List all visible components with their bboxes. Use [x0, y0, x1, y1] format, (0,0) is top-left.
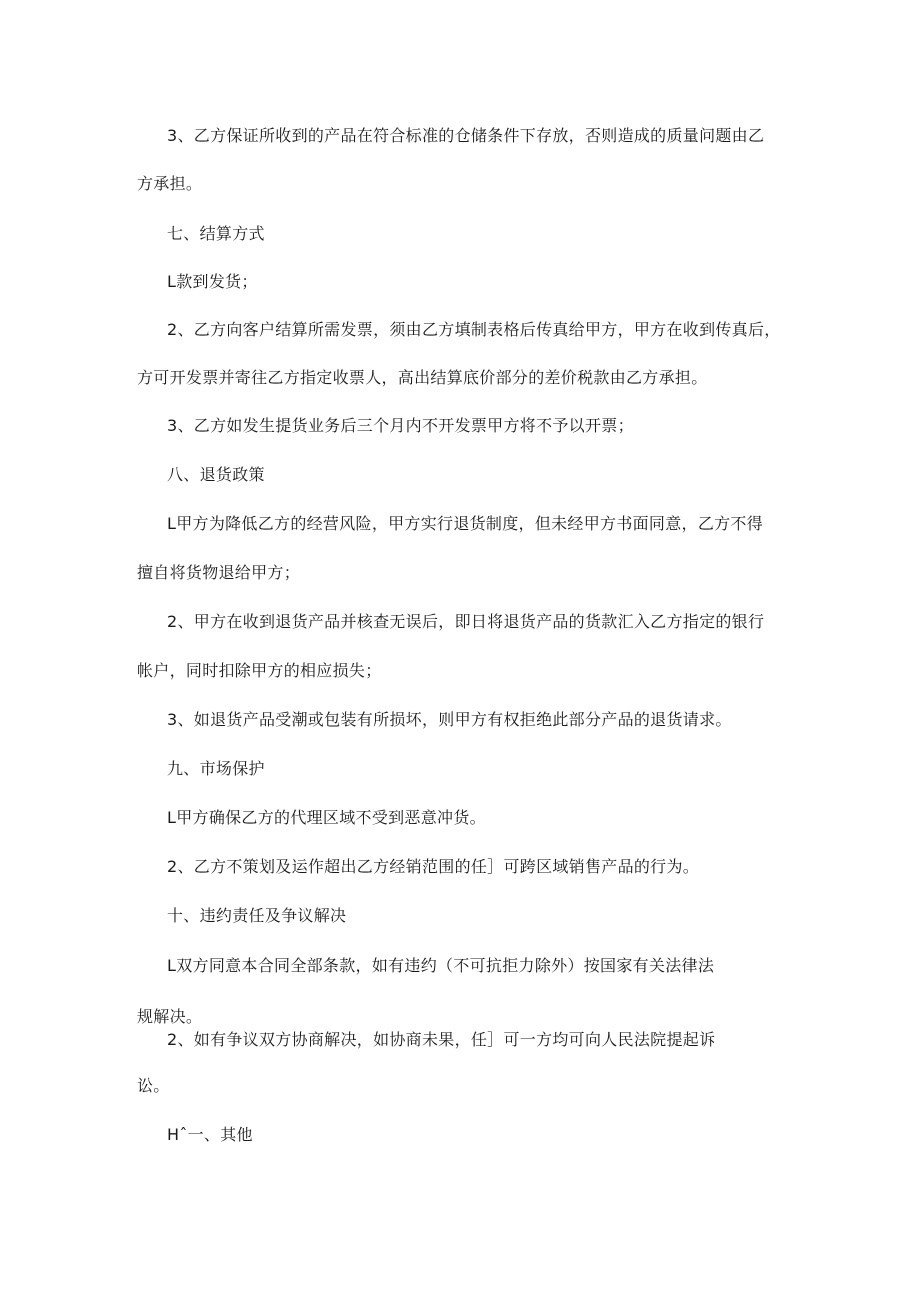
- text-line: 帐户，同时扣除甲方的相应损失；: [137, 661, 382, 680]
- text-line: 2、乙方向客户结算所需发票，须由乙方填制表格后传真给甲方，甲方在收到传真后，: [167, 320, 781, 339]
- text-line: 方可开发票并寄往乙方指定收票人，高出结算底价部分的差价税款由乙方承担。: [137, 368, 708, 387]
- text-line: 2、乙方不策划及运作超出乙方经销范围的任］可跨区域销售产品的行为。: [167, 857, 700, 876]
- text-line: 规解决。: [137, 1007, 203, 1026]
- text-line: 3、如退货产品受潮或包装有所损坏，则甲方有权拒绝此部分产品的退货请求。: [167, 710, 732, 729]
- text-line: 2、如有争议双方协商解决，如协商未果，任］可一方均可向人民法院提起诉: [167, 1030, 716, 1049]
- text-line: L甲方确保乙方的代理区域不受到恶意冲货。: [167, 808, 486, 827]
- section-heading: 八、退货政策: [167, 465, 265, 484]
- text-line: L甲方为降低乙方的经营风险，甲方实行退货制度，但未经甲方书面同意，乙方不得: [167, 514, 764, 533]
- text-line: L双方同意本合同全部条款，如有违约（不可抗拒力除外）按国家有关法律法: [167, 956, 715, 975]
- text-line: 2、甲方在收到退货产品并核查无误后，即日将退货产品的货款汇入乙方指定的银行: [167, 612, 765, 631]
- text-line: 3、乙方如发生提货业务后三个月内不开发票甲方将不予以开票；: [167, 416, 634, 435]
- text-line: 讼。: [137, 1076, 170, 1095]
- text-line: 擅自将货物退给甲方；: [137, 563, 301, 582]
- section-heading: 七、结算方式: [167, 224, 265, 243]
- text-line: 方承担。: [137, 174, 203, 193]
- text-line: L款到发货；: [167, 272, 258, 291]
- text-line: 3、乙方保证所收到的产品在符合标准的仓储条件下存放，否则造成的质量问题由乙: [167, 126, 765, 145]
- section-heading: 十、违约责任及争议解决: [167, 906, 347, 925]
- section-heading: Hˆ一、其他: [167, 1125, 253, 1144]
- section-heading: 九、市场保护: [167, 759, 265, 778]
